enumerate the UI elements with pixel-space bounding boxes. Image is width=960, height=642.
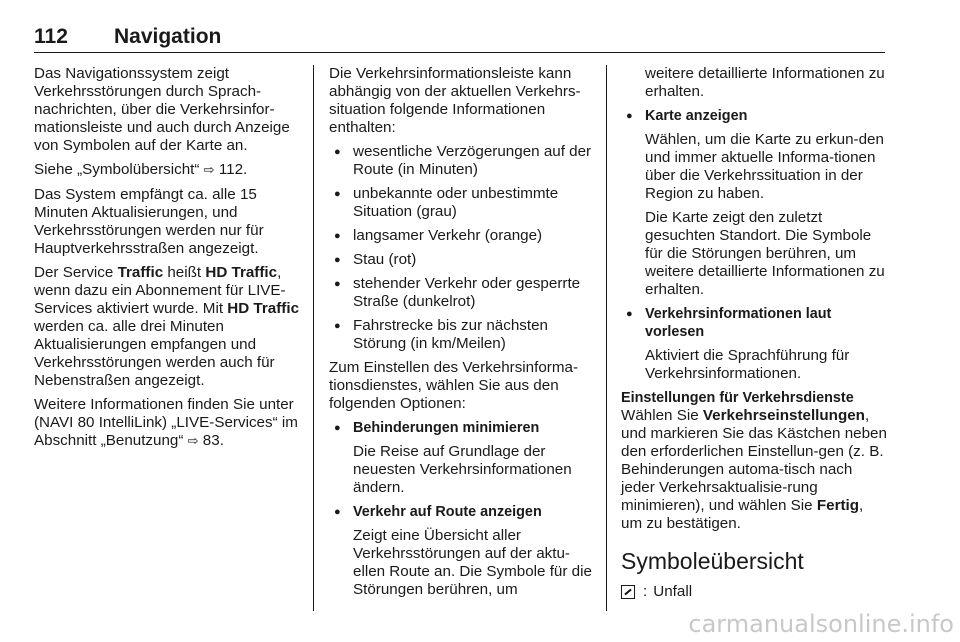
paragraph: Der Service Traffic heißt HD Traffic, wenn dazu ein Abonnement für LIVE-Services aktiviert wurde. Mit HD Traffic werden ca. alle drei Minuten Aktualisierungen empfangen und Verkehrsstörungen werden auch für Nebenstraßen angezeigt. bbox=[34, 264, 300, 389]
paragraph: Die Verkehrsinformationsleiste kann abhängig von der aktuellen Verkehrs-situation folgende Informationen enthalten: bbox=[329, 65, 581, 136]
list-item: ● unbekannte oder unbestimmte Situation (grau) bbox=[329, 185, 595, 221]
option-heading: ● Verkehrsinformationen laut vorlesen bbox=[621, 305, 887, 341]
list-item: ● Fahrstrecke bis zur nächsten Störung (in km/Meilen) bbox=[329, 317, 595, 353]
paragraph: Das System empfängt ca. alle 15 Minuten Aktualisierungen, und Verkehrsstörungen werden nur für Hauptverkehrsstraßen angezeigt. bbox=[34, 186, 264, 257]
symbol-label: Unfall bbox=[653, 583, 693, 600]
page-number: 112 bbox=[34, 25, 68, 48]
paragraph: Das Navigationssystem zeigt Verkehrsstörungen durch Sprach-nachrichten, über die Verkehrsinfor-mationsleiste und auch durch Anzeige von Symbolen auf der Karte an. bbox=[34, 65, 290, 154]
option-heading: ● Behinderungen minimieren bbox=[329, 419, 595, 437]
option-text: Die Karte zeigt den zuletzt gesuchten Standort. Die Symbole für die Störungen berühren, um weitere detaillierte Informationen zu erhalten. bbox=[645, 209, 885, 298]
column-divider bbox=[606, 65, 607, 611]
page-ref[interactable]: 83. bbox=[202, 432, 224, 449]
option-text: Wählen, um die Karte zu erkun-den und immer aktuelle Informa-tionen über die Verkehrssituation in der Region zu haben. bbox=[645, 131, 884, 202]
section-heading: Einstellungen für Verkehrsdienste bbox=[621, 390, 854, 406]
accident-icon bbox=[621, 585, 635, 599]
column-1 bbox=[34, 65, 300, 457]
page-ref[interactable]: 112. bbox=[218, 161, 248, 178]
option-text: Zeigt eine Übersicht aller Verkehrsstörungen auf der aktu-ellen Route an. Die Symbole für die Störungen berühren, um bbox=[353, 527, 592, 598]
paragraph: Zum Einstellen des Verkehrsinforma-tionsdienstes, wählen Sie aus den folgenden Optionen: bbox=[329, 359, 579, 412]
page-ref-arrow-icon: ⇨ bbox=[187, 434, 199, 449]
watermark: carmanualsonline.info bbox=[688, 610, 954, 638]
symbol-separator: : bbox=[643, 583, 648, 600]
column-3 bbox=[621, 65, 887, 601]
section-title: Navigation bbox=[114, 25, 222, 48]
symbol-row bbox=[621, 583, 887, 601]
list-item: ● wesentliche Verzögerungen auf der Route (in Minuten) bbox=[329, 143, 595, 179]
option-text: Aktiviert die Sprachführung für Verkehrsinformationen. bbox=[645, 347, 850, 382]
paragraph: Siehe „Symbolübersicht“ ⇨ 112. bbox=[34, 161, 248, 178]
list-item: ● Stau (rot) bbox=[329, 251, 595, 269]
paragraph: Weitere Informationen finden Sie unter (NAVI 80 IntelliLink) „LIVE-Services“ im Abschnitt „Benutzung“ ⇨ 83. bbox=[34, 396, 298, 449]
paragraph: Wählen Sie Verkehrseinstellungen, und markieren Sie das Kästchen neben den erforderlichen Einstellun-gen (z. B. Behinderungen automa-tisch nach jeder Verkehrsaktualisie-rung minimieren), und wählen Sie Fertig, um zu bestätigen. bbox=[621, 407, 887, 532]
option-heading: ● Verkehr auf Route anzeigen bbox=[329, 503, 595, 521]
list-item: ● stehender Verkehr oder gesperrte Straße (dunkelrot) bbox=[329, 275, 595, 311]
option-text: weitere detaillierte Informationen zu erhalten. bbox=[645, 65, 885, 100]
page-header bbox=[34, 22, 885, 53]
page-ref-arrow-icon: ⇨ bbox=[203, 163, 215, 178]
list-item: ● langsamer Verkehr (orange) bbox=[329, 227, 595, 245]
column-divider bbox=[313, 65, 314, 611]
chapter-heading: Symboleübersicht bbox=[621, 548, 804, 574]
option-heading: ● Karte anzeigen bbox=[621, 107, 887, 125]
option-text: Die Reise auf Grundlage der neuesten Verkehrsinformationen ändern. bbox=[353, 443, 572, 496]
column-2 bbox=[329, 65, 595, 605]
